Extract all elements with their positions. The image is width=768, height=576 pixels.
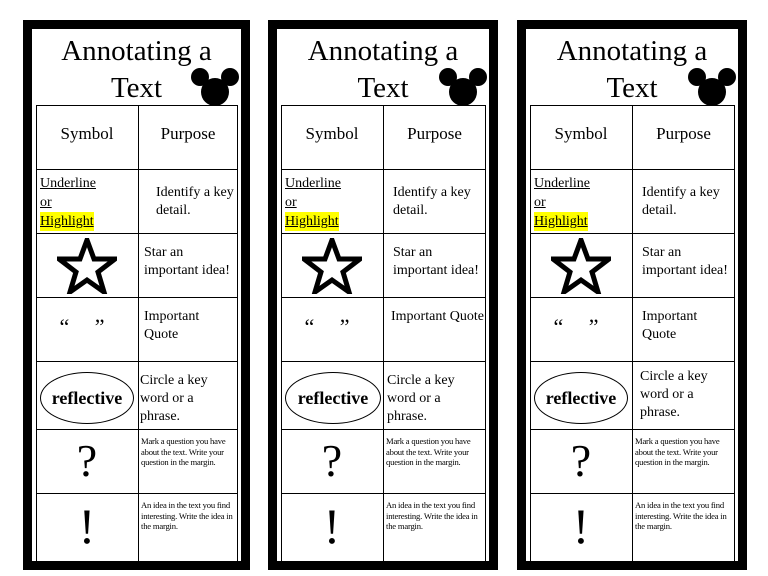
purpose-text: Important Quote: [642, 309, 698, 342]
title-line-2: Text: [357, 72, 409, 104]
exclamation-icon: !: [78, 498, 96, 554]
table-row: [36, 429, 238, 494]
table-header-row: [281, 105, 486, 170]
quotes-icon: “ ”: [553, 314, 609, 339]
table-header-row: [530, 105, 735, 170]
title-line-2: Text: [606, 72, 658, 104]
title-line-1: Annotating a: [556, 35, 708, 67]
table-row: [36, 361, 238, 430]
table-row: [530, 429, 735, 494]
underline-text: Underline: [285, 176, 341, 191]
purpose-text: Star an important idea!: [642, 245, 728, 278]
purpose-text: Circle a key word or a phrase.: [387, 373, 455, 424]
table-row: [530, 169, 735, 234]
title-line-1: Annotating a: [61, 35, 212, 67]
purpose-text: Important Quote: [144, 309, 200, 342]
title-line-1: Annotating a: [307, 35, 459, 67]
table-header-row: [36, 105, 238, 170]
bookmark-2: [268, 20, 498, 570]
exclamation-icon: !: [323, 498, 341, 554]
purpose-text: Important Quote: [391, 309, 484, 324]
purpose-text: An idea in the text you find interesting. Write the idea in the margin.: [141, 500, 233, 531]
table-row: [36, 493, 238, 558]
header-purpose: Purpose: [656, 124, 711, 143]
mickey-ears-icon: [688, 67, 736, 107]
reflective-oval: reflective: [534, 372, 628, 424]
symbol-table: [530, 105, 735, 561]
purpose-text: Circle a key word or a phrase.: [640, 369, 708, 420]
bookmark-card: [277, 29, 489, 561]
highlight-text: Highlight: [534, 214, 588, 229]
table-row: [36, 233, 238, 298]
header-symbol: Symbol: [305, 124, 359, 143]
purpose-text: Identify a key detail.: [642, 185, 720, 218]
header-symbol: Symbol: [554, 124, 608, 143]
purpose-text: An idea in the text you find interesting. Write the idea in the margin.: [635, 500, 727, 531]
highlight-text: Highlight: [40, 214, 94, 229]
quotes-icon: “ ”: [304, 314, 360, 339]
bookmark-3: [517, 20, 747, 570]
underline-text: Underline: [534, 176, 590, 191]
table-row: [36, 169, 238, 234]
purpose-text: Identify a key detail.: [156, 185, 234, 218]
bookmark-card: [526, 29, 738, 561]
purpose-text: Circle a key word or a phrase.: [140, 373, 208, 424]
table-row: [281, 233, 486, 298]
or-text: or: [534, 195, 546, 210]
table-row: [281, 429, 486, 494]
purpose-text: Mark a question you have about the text. Write your question in the margin.: [386, 436, 471, 467]
table-row: [530, 493, 735, 558]
question-mark-icon: ?: [570, 435, 592, 486]
table-row: [281, 169, 486, 234]
or-text: or: [285, 195, 297, 210]
title-line-2: Text: [110, 72, 163, 104]
reflective-oval: reflective: [285, 372, 381, 424]
table-row: [530, 361, 735, 430]
star-icon: [551, 238, 611, 294]
table-row: [36, 297, 238, 362]
header-purpose: Purpose: [407, 124, 462, 143]
underline-text: Underline: [40, 176, 96, 191]
table-row: [281, 297, 486, 362]
purpose-text: Mark a question you have about the text. Write your question in the margin.: [635, 436, 720, 467]
purpose-text: Star an important idea!: [144, 245, 230, 278]
or-text: or: [40, 195, 52, 210]
bookmark-card: [32, 29, 241, 561]
star-icon: [57, 238, 117, 294]
symbol-table: [36, 105, 238, 561]
header-purpose: Purpose: [160, 124, 216, 143]
bookmark-1: [23, 20, 250, 570]
header-symbol: Symbol: [60, 124, 114, 143]
quotes-icon: “ ”: [59, 314, 115, 339]
purpose-text: Mark a question you have about the text. Write your question in the margin.: [141, 436, 226, 467]
purpose-text: Identify a key detail.: [393, 185, 471, 218]
mickey-ears-icon: [191, 67, 239, 107]
purpose-text: An idea in the text you find interesting. Write the idea in the margin.: [386, 500, 478, 531]
exclamation-icon: !: [572, 498, 590, 554]
symbol-table: [281, 105, 486, 561]
table-row: [281, 361, 486, 430]
table-row: [530, 233, 735, 298]
table-row: [281, 493, 486, 558]
table-row: [530, 297, 735, 362]
purpose-text: Star an important idea!: [393, 245, 479, 278]
highlight-text: Highlight: [285, 214, 339, 229]
question-mark-icon: ?: [76, 435, 98, 486]
mickey-ears-icon: [439, 67, 487, 107]
reflective-oval: reflective: [40, 372, 134, 424]
question-mark-icon: ?: [321, 435, 343, 486]
star-icon: [302, 238, 362, 294]
